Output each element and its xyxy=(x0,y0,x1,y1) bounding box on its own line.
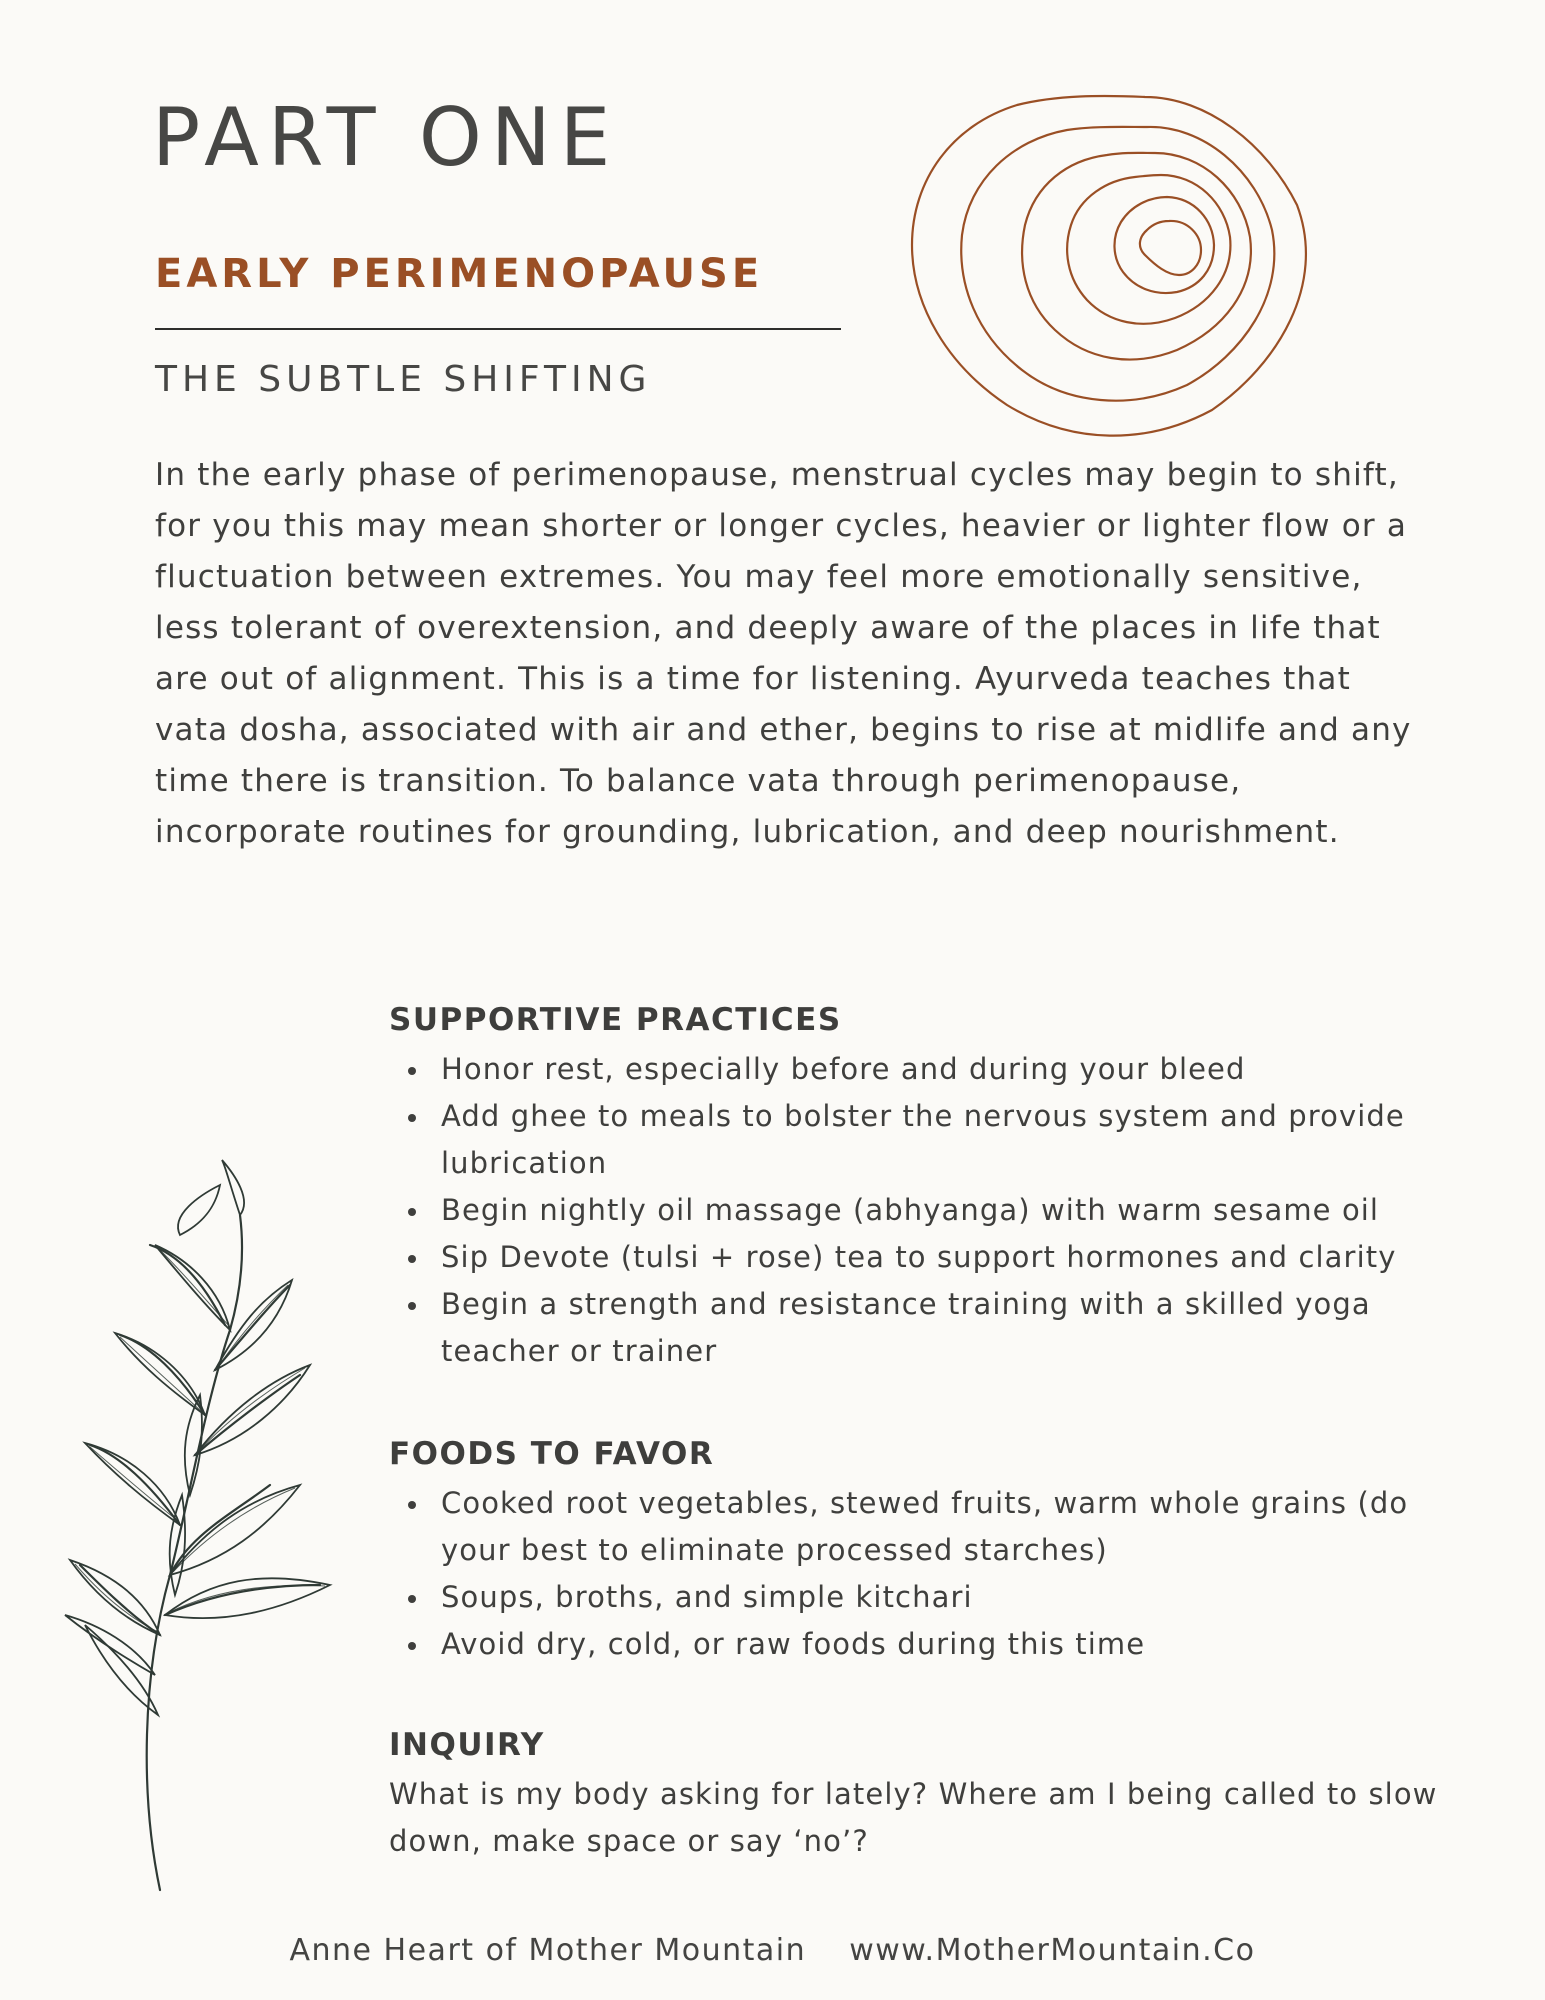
inquiry-section xyxy=(389,1727,1469,1865)
practices-list xyxy=(389,1046,1469,1375)
section-tagline: THE SUBTLE SHIFTING xyxy=(155,359,652,400)
leaf-branch-icon xyxy=(30,1155,370,1895)
list-item: Avoid dry, cold, or raw foods during this time xyxy=(389,1621,1469,1668)
practices-heading: SUPPORTIVE PRACTICES xyxy=(389,1002,842,1038)
footer-author: Anne Heart of Mother Mountain xyxy=(289,1933,807,1968)
list-item: Add ghee to meals to bolster the nervous system and provide lubrication xyxy=(389,1093,1469,1187)
intro-paragraph: In the early phase of perimenopause, menstrual cycles may begin to shift, for you this may mean shorter or longer cycles, heavier or lighter flow or a fluctuation between extremes. You may feel more emotionally sensitive, less tolerant of overextension, and deeply aware of the places in life that are out of alignment. This is a time for listening. Ayurveda teaches that vata dosha, associated with air and ether, begins to rise at midlife and any time there is transition. To balance vata through perimenopause, incorporate routines for grounding, lubrication, and deep nourishment. xyxy=(155,457,1412,850)
concentric-rings-icon xyxy=(910,80,1320,450)
list-item: Sip Devote (tulsi + rose) tea to support hormones and clarity xyxy=(389,1234,1469,1281)
foods-list xyxy=(389,1480,1469,1668)
divider xyxy=(155,328,841,330)
inquiry-text: What is my body asking for lately? Where am I being called to slow down, make space or say ‘no’? xyxy=(389,1777,1438,1858)
list-item: Honor rest, especially before and during your bleed xyxy=(389,1046,1469,1093)
list-item: Soups, broths, and simple kitchari xyxy=(389,1574,1469,1621)
list-item: Cooked root vegetables, stewed fruits, warm whole grains (do your best to eliminate processed starches) xyxy=(389,1480,1469,1574)
section-subtitle: EARLY PERIMENOPAUSE xyxy=(155,251,764,297)
footer xyxy=(0,1933,1545,1968)
supportive-practices-section xyxy=(389,1002,1469,1375)
foods-heading: FOODS TO FAVOR xyxy=(389,1436,715,1472)
footer-website-link[interactable]: www.MotherMountain.Co xyxy=(849,1933,1256,1968)
page-title: PART ONE xyxy=(152,91,620,184)
foods-section xyxy=(389,1436,1469,1668)
list-item: Begin nightly oil massage (abhyanga) with warm sesame oil xyxy=(389,1187,1469,1234)
inquiry-heading: INQUIRY xyxy=(389,1727,545,1763)
list-item: Begin a strength and resistance training with a skilled yoga teacher or trainer xyxy=(389,1281,1469,1375)
